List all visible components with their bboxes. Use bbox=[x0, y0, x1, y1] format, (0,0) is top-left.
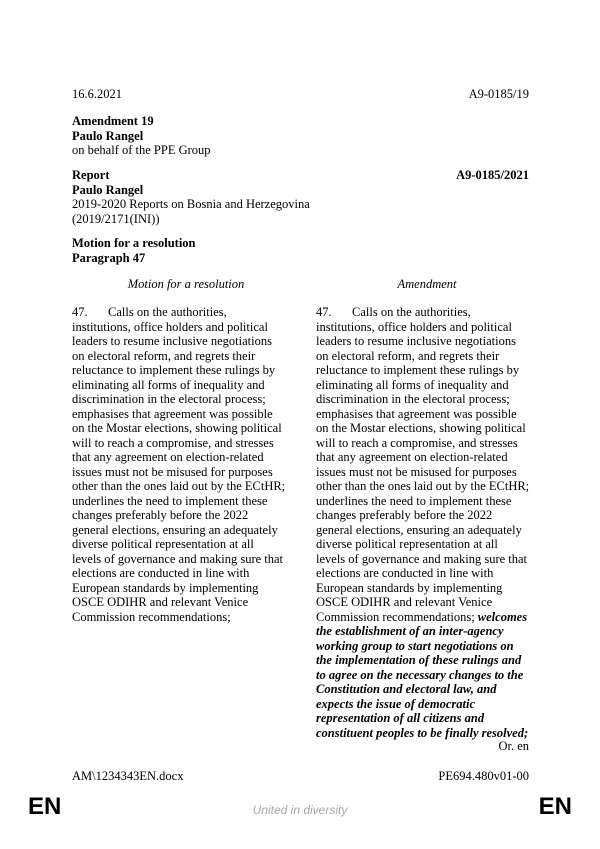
motion-block bbox=[72, 236, 196, 265]
motion-label: Motion for a resolution bbox=[72, 236, 196, 250]
language-note: Or. en bbox=[498, 739, 529, 753]
report-subject: 2019-2020 Reports on Bosnia and Herzegovina (2019/2171(INI)) bbox=[72, 197, 310, 226]
amended-text: Calls on the authorities, institutions, office holders and political leaders to resume inclusive negotiations on electoral reform, and regrets their reluctance to implement these rulings by eliminating all forms of inequality and discrimination in the electoral process; emphasises that agreement was possible on the Mostar elections, showing political will to reach a compromise, and stresses that any agreement on election-related issues must not be misused for purposes other than the ones laid out by the ECtHR; underlines the need to implement these changes preferably before the 2022 general elections, ensuring an adequately diverse political representation at all levels of governance and making sure that elections are conducted in line with European standards by implementing OSCE ODIHR and relevant Venice Commission recommendations; bbox=[316, 305, 530, 624]
report-label: Report bbox=[72, 168, 110, 182]
language-code-left: EN bbox=[28, 793, 62, 820]
right-column-heading: Amendment bbox=[397, 277, 457, 291]
footer-file-name: AM\1234343EN.docx bbox=[72, 769, 184, 783]
report-reference: A9-0185/2021 bbox=[456, 168, 529, 182]
paragraph-number: 47. bbox=[72, 305, 88, 319]
motion-paragraph: Paragraph 47 bbox=[72, 250, 146, 265]
added-text: welcomes the establishment of an inter-agency working group to start negotiations on the implementation of these rulings and to agree on the necessary changes to the Constitution and electoral law, and expects the issue of democratic representation of all citizens and constituent peoples to be finally resolved; bbox=[316, 609, 529, 740]
amendment-group: on behalf of the PPE Group bbox=[72, 143, 211, 157]
amended-text-column bbox=[316, 305, 530, 740]
left-column-heading: Motion for a resolution bbox=[127, 277, 245, 291]
footer-pe-reference: PE694.480v01-00 bbox=[438, 769, 529, 783]
document-reference: A9-0185/19 bbox=[468, 87, 529, 101]
document-date: 16.6.2021 bbox=[72, 87, 122, 101]
paragraph-number: 47. bbox=[316, 305, 332, 319]
amendment-author: Paulo Rangel bbox=[72, 128, 144, 143]
original-text-column bbox=[72, 305, 286, 624]
report-author: Paulo Rangel bbox=[72, 182, 144, 197]
amendment-title: Amendment 19 bbox=[72, 114, 154, 128]
report-block bbox=[72, 168, 342, 226]
footer-motto: United in diversity bbox=[252, 803, 348, 817]
amendment-block bbox=[72, 114, 211, 158]
language-code-right: EN bbox=[538, 793, 572, 820]
original-text: Calls on the authorities, institutions, office holders and political leaders to resume inclusive negotiations on electoral reform, and regrets their reluctance to implement these rulings by eliminating all forms of inequality and discrimination in the electoral process; emphasises that agreement was possible on the Mostar elections, showing political will to reach a compromise, and stresses that any agreement on election-related issues must not be misused for purposes other than the ones laid out by the ECtHR; underlines the need to implement these changes preferably before the 2022 general elections, ensuring an adequately diverse political representation at all levels of governance and making sure that elections are conducted in line with European standards by implementing OSCE ODIHR and relevant Venice Commission recommendations; bbox=[72, 305, 286, 624]
